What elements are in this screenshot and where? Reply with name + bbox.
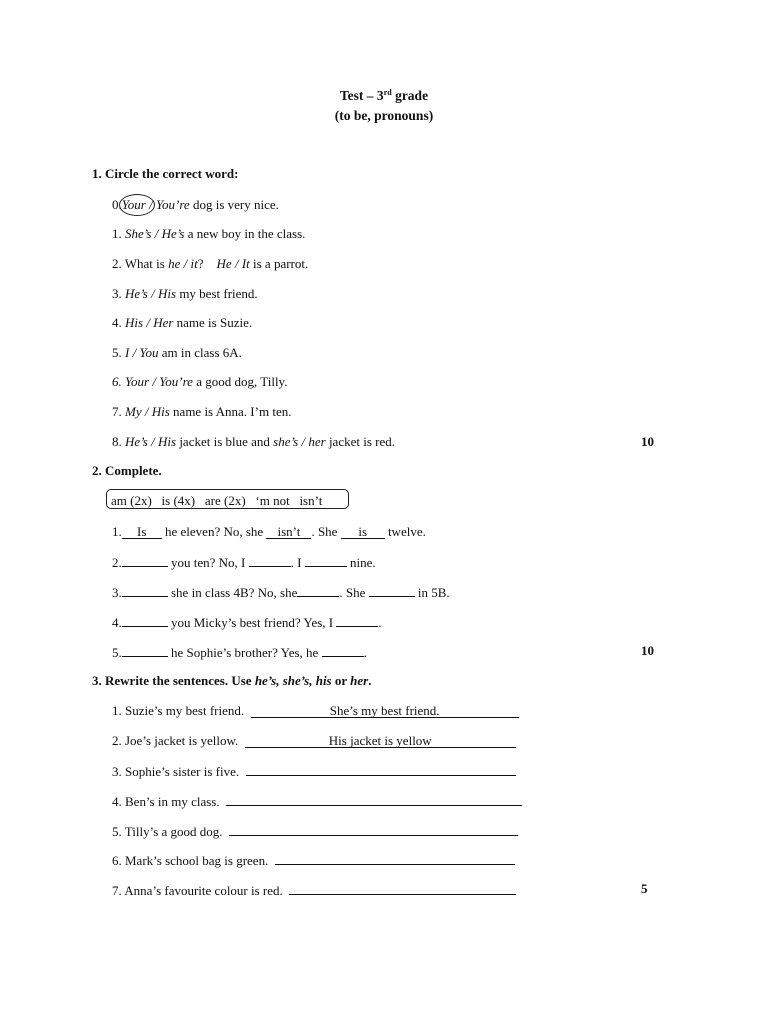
answer-blank[interactable] (336, 613, 378, 627)
option-b: You (139, 345, 159, 360)
exercise1-item-6: 6. Your / You’re a good dog, Tilly. (112, 374, 288, 389)
exercise3-item-4: 4. Ben’s in my class. (112, 792, 522, 810)
rewrite-answer-line[interactable] (226, 792, 522, 806)
option-b: it (190, 256, 198, 271)
rewrite-answer-line[interactable] (246, 762, 516, 776)
exercise1-item-7: 7. My / His name is Anna. I’m ten. (112, 404, 292, 419)
option-b: You’re (159, 374, 193, 389)
rewrite-answer-line[interactable] (275, 851, 515, 865)
exercise3-item-2: 2. Joe’s jacket is yellow. His jacket is yellow (112, 733, 516, 749)
answer-blank[interactable] (122, 613, 168, 627)
option-b: His (151, 404, 170, 419)
option-a: He’s (125, 434, 148, 449)
exercise3-item-5: 5. Tilly’s a good dog. (112, 822, 518, 840)
exercise1-item-8: 8. He’s / His jacket is blue and she’s / her jacket is red. (112, 434, 395, 449)
section3-score: 5 (641, 881, 648, 896)
option-a: She’s (125, 226, 152, 241)
answer-blank[interactable] (122, 553, 168, 567)
option-a: he (168, 256, 181, 271)
title-superscript: rd (383, 88, 392, 97)
option-d: her (308, 434, 326, 449)
option-a: He’s (125, 286, 148, 301)
exercise1-item-4: 4. His / Her name is Suzie. (112, 315, 253, 330)
option-b: He’s (161, 226, 185, 241)
option-b: Her (153, 315, 174, 330)
answer-blank[interactable] (297, 583, 339, 597)
answer-blank[interactable] (369, 583, 415, 597)
option-b: His (158, 286, 177, 301)
answer-blank[interactable] (122, 583, 168, 597)
exercise2-item-2: 2. you ten? No, I . I nine. (112, 555, 376, 570)
exercise2-item-5: 5. he Sophie’s brother? Yes, he . (112, 645, 367, 660)
answer-blank[interactable] (305, 553, 347, 567)
page-subtitle: (to be, pronouns) (334, 108, 434, 123)
option-a: Your (121, 197, 146, 212)
option-d: It (241, 256, 250, 271)
exercise1-item-1: 1. She’s / He’s a new boy in the class. (112, 226, 306, 241)
answer-blank[interactable]: Is (122, 525, 162, 539)
option-c: she’s (273, 434, 299, 449)
exercise3-item-3: 3. Sophie’s sister is five. (112, 762, 516, 780)
rewrite-answer-line[interactable]: His jacket is yellow (245, 734, 516, 748)
option-c: He (216, 256, 232, 271)
section2-heading: 2. Complete. (92, 463, 162, 478)
answer-blank[interactable] (122, 643, 168, 657)
exercise2-item-4: 4. you Micky’s best friend? Yes, I . (112, 615, 382, 630)
exercise1-item-3: 3. He’s / His my best friend. (112, 286, 258, 301)
title-text: Test – 3 (339, 88, 384, 103)
exercise3-item-1: 1. Suzie’s my best friend. She’s my best friend. (112, 703, 519, 719)
option-a: I (125, 345, 130, 360)
exercise3-item-6: 6. Mark’s school bag is green. (112, 851, 515, 869)
option-b: You’re (155, 197, 190, 212)
answer-blank[interactable]: isn’t (266, 525, 311, 539)
section2-score: 10 (641, 643, 654, 658)
title-suffix: grade (391, 88, 429, 103)
answer-blank[interactable]: is (341, 525, 385, 539)
rewrite-answer-line[interactable] (229, 822, 518, 836)
section1-heading: 1. Circle the correct word: (92, 166, 239, 181)
word-box-text: am (2x) is (4x) are (2x) ‘m not isn’t (111, 493, 323, 508)
option-b: His (158, 434, 177, 449)
exercise2-item-1: 1. Is he eleven? No, she isn’t . She is twelve. (112, 524, 426, 539)
page-title (0, 88, 768, 104)
exercise2-item-3: 3. she in class 4B? No, she . She in 5B. (112, 585, 450, 600)
exercise3-item-7: 7. Anna’s favourite colour is red. (112, 881, 516, 899)
section3-heading: 3. Rewrite the sentences. Use he’s, she’s, his or her. (92, 673, 372, 688)
option-a: His (125, 315, 144, 330)
rewrite-answer-line[interactable] (289, 881, 516, 895)
exercise1-item-0: 0.Your / You’re dog is very nice. (112, 197, 279, 212)
answer-blank[interactable] (249, 553, 291, 567)
rewrite-answer-line[interactable]: She’s my best friend. (251, 704, 519, 718)
answer-blank[interactable] (322, 643, 364, 657)
exercise1-item-2: 2. What is he / it? He / It is a parrot. (112, 256, 309, 271)
section1-score: 10 (641, 434, 654, 449)
option-a: My (125, 404, 142, 419)
option-a: Your (125, 374, 150, 389)
exercise1-item-5: 5. I / You am in class 6A. (112, 345, 242, 360)
